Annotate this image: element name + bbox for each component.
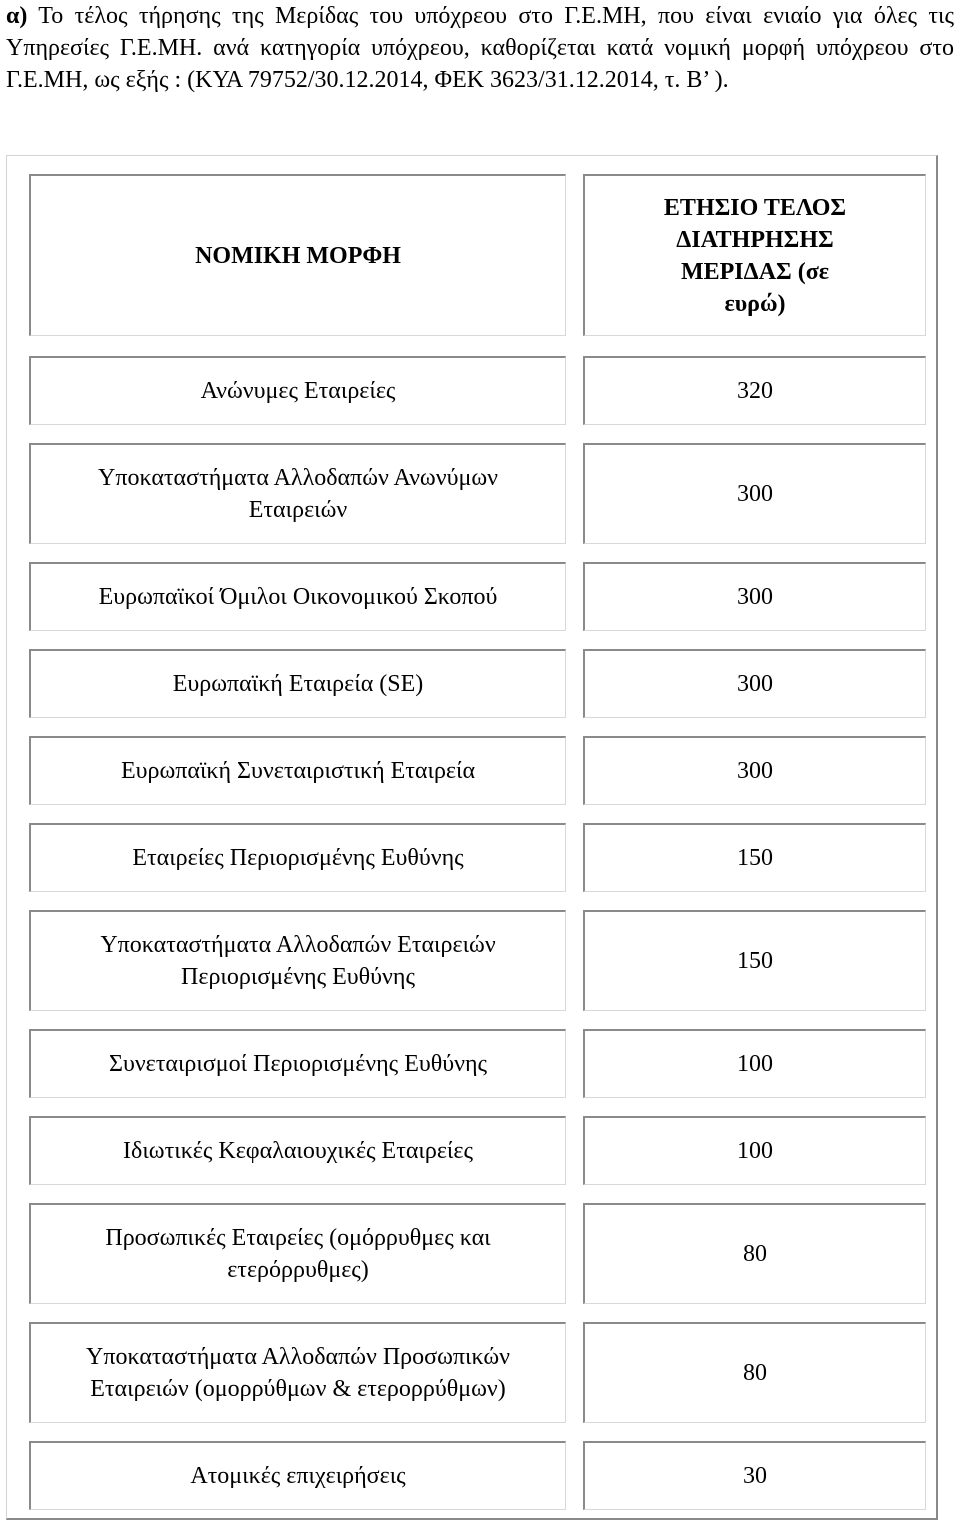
- header-fee-label: ΕΤΗΣΙΟ ΤΕΛΟΣ ΔΙΑΤΗΡΗΣΗΣ ΜΕΡΙΔΑΣ (σε ευρώ): [663, 194, 847, 317]
- table-row-10-fee: 80: [583, 1322, 926, 1423]
- table-row-9-form: Προσωπικές Εταιρείες (ομόρρυθμες και ετερόρρυθμες): [29, 1203, 566, 1304]
- intro-paragraph: [6, 0, 954, 96]
- table-row-3-fee: 300: [583, 649, 926, 718]
- table-row-0-fee: 320: [583, 356, 926, 425]
- table-row-7-fee: 100: [583, 1029, 926, 1098]
- table-row-0-form: Ανώνυμες Εταιρείες: [29, 356, 566, 425]
- table-row-6-fee: 150: [583, 910, 926, 1011]
- table-row-1-form: Υποκαταστήματα Αλλοδαπών Ανωνύμων Εταιρειών: [29, 443, 566, 544]
- table-row-8-form: Ιδιωτικές Κεφαλαιουχικές Εταιρείες: [29, 1116, 566, 1185]
- intro-text: Το τέλος τήρησης της Μερίδας του υπόχρεου στο Γ.Ε.ΜΗ, που είναι ενιαίο για όλες τις Υπηρεσίες Γ.Ε.ΜΗ. ανά κατηγορία υπόχρεου, καθορίζεται κατά νομική μορφή υπόχρεου στο Γ.Ε.ΜΗ, ως εξής : (ΚΥΑ 79752/30.12.2014, ΦΕΚ 3623/31.12.2014, τ. Β’ ).: [6, 3, 954, 93]
- table-row-8-fee: 100: [583, 1116, 926, 1185]
- fee-table: [6, 155, 938, 1520]
- table-row-11-fee: 30: [583, 1441, 926, 1510]
- intro-lead: α): [6, 3, 28, 29]
- table-row-3-form: Ευρωπαϊκή Εταιρεία (SE): [29, 649, 566, 718]
- table-row-4-fee: 300: [583, 736, 926, 805]
- header-fee: [583, 174, 926, 336]
- table-row-5-form: Εταιρείες Περιορισμένης Ευθύνης: [29, 823, 566, 892]
- table-row-11-form: Ατομικές επιχειρήσεις: [29, 1441, 566, 1510]
- header-legal-form: [29, 174, 566, 336]
- table-row-2-fee: 300: [583, 562, 926, 631]
- table-row-10-form: Υποκαταστήματα Αλλοδαπών Προσωπικών Εταιρειών (ομορρύθμων & ετερορρύθμων): [29, 1322, 566, 1423]
- table-row-1-fee: 300: [583, 443, 926, 544]
- table-row-9-fee: 80: [583, 1203, 926, 1304]
- header-legal-form-label: ΝΟΜΙΚΗ ΜΟΡΦΗ: [195, 242, 401, 269]
- table-row-6-form: Υποκαταστήματα Αλλοδαπών Εταιρειών Περιορισμένης Ευθύνης: [29, 910, 566, 1011]
- table-row-2-form: Ευρωπαϊκοί Όμιλοι Οικονομικού Σκοπού: [29, 562, 566, 631]
- table-row-5-fee: 150: [583, 823, 926, 892]
- table-row-7-form: Συνεταιρισμοί Περιορισμένης Ευθύνης: [29, 1029, 566, 1098]
- table-row-4-form: Ευρωπαϊκή Συνεταιριστική Εταιρεία: [29, 736, 566, 805]
